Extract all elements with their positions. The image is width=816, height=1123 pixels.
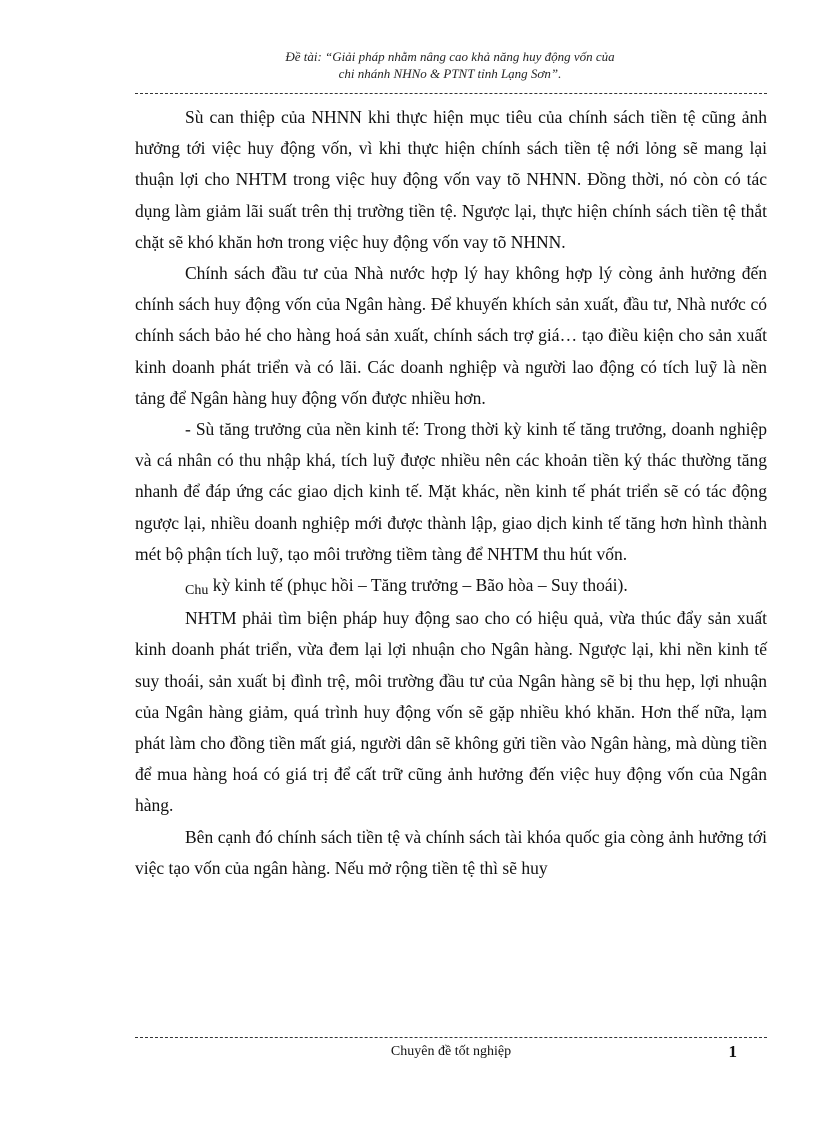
paragraph: Chính sách đầu tư của Nhà nước hợp lý hay không hợp lý còng ảnh hưởng đến chính sách huy động vốn của Ngân hàng. Để khuyến khích sản xuất, đầu tư, Nhà nước có chính sách bảo hé cho hàng hoá sản xuất, chính sách trợ giá… tạo điều kiện cho sản xuất kinh doanh phát triển và có lãi. Các doanh nghiệp và người lao động có tích luỹ là nền tảng để Ngân hàng huy động vốn được nhiều hơn.	[135, 263, 767, 408]
paragraph: NHTM phải tìm biện pháp huy động sao cho có hiệu quả, vừa thúc đẩy sản xuất kinh doanh phát triển, vừa đem lại lợi nhuận cho Ngân hàng. Ngược lại, khi nền kinh tế suy thoái, sản xuất bị đình trệ, môi trường đầu tư của Ngân hàng sẽ bị thu hẹp, lợi nhuận của Ngân hàng giảm, quá trình huy động vốn sẽ gặp nhiều khó khăn. Hơn thế nữa, lạm phát làm cho đồng tiền mất giá, người dân sẽ không gửi tiền vào Ngân hàng, mà dùng tiền để mua hàng hoá có giá trị để cất trữ cũng ảnh hưởng đến việc huy động vốn của Ngân hàng.	[135, 608, 767, 816]
chu-word: Chu	[185, 583, 209, 599]
business-cycle-text: kỳ kinh tế (phục hồi – Tăng trưởng – Bão hòa – Suy thoái).	[208, 575, 628, 596]
paragraph: Sù can thiệp của NHNN khi thực hiện mục tiêu của chính sách tiền tệ cũng ảnh hưởng tới việc huy động vốn, vì khi thực hiện chính sách tiền tệ nới lỏng sẽ mang lại thuận lợi cho NHTM trong việc huy động vốn vay tõ NHNN. Đồng thời, nó còn có tác dụng làm giảm lãi suất trên thị trường tiền tệ. Ngược lại, thực hiện chính sách tiền tệ thắt chặt sẽ khó khăn hơn trong việc huy động vốn vay tõ NHNN.	[135, 107, 767, 252]
page-footer	[135, 1042, 767, 1064]
header-line-1: Đề tài: “Giải pháp nhằm nâng cao khả năng huy động vốn của	[285, 49, 615, 64]
footer-divider	[135, 1037, 767, 1038]
page-header	[135, 48, 765, 82]
paragraph: - Sù tăng trưởng của nền kinh tế: Trong thời kỳ kinh tế tăng trưởng, doanh nghiệp và cá nhân có thu nhập khá, tích luỹ được nhiều nên các khoản tiền ký thác thường tăng nhanh để đáp ứng các giao dịch kinh tế. Mặt khác, nền kinh tế phát triển sẽ có tác động ngược lại, nhiều doanh nghiệp mới được thành lập, giao dịch kinh tế tăng hơn hình thành mét bộ phận tích luỹ, tạo môi trường tiềm tàng để NHTM thu hút vốn.	[135, 419, 767, 564]
footer-title: Chuyên đề tốt nghiệp	[390, 1044, 512, 1059]
paragraph: Bên cạnh đó chính sách tiền tệ và chính sách tài khóa quốc gia còng ảnh hưởng tới việc tạo vốn của ngân hàng. Nếu mở rộng tiền tệ thì sẽ huy	[135, 826, 767, 878]
document-body	[135, 102, 767, 884]
header-divider	[135, 93, 767, 94]
paragraph-business-cycle	[135, 570, 767, 603]
page-number: 1	[728, 1042, 737, 1061]
header-line-2: chi nhánh NHNo & PTNT tỉnh Lạng Sơn”.	[338, 66, 562, 81]
